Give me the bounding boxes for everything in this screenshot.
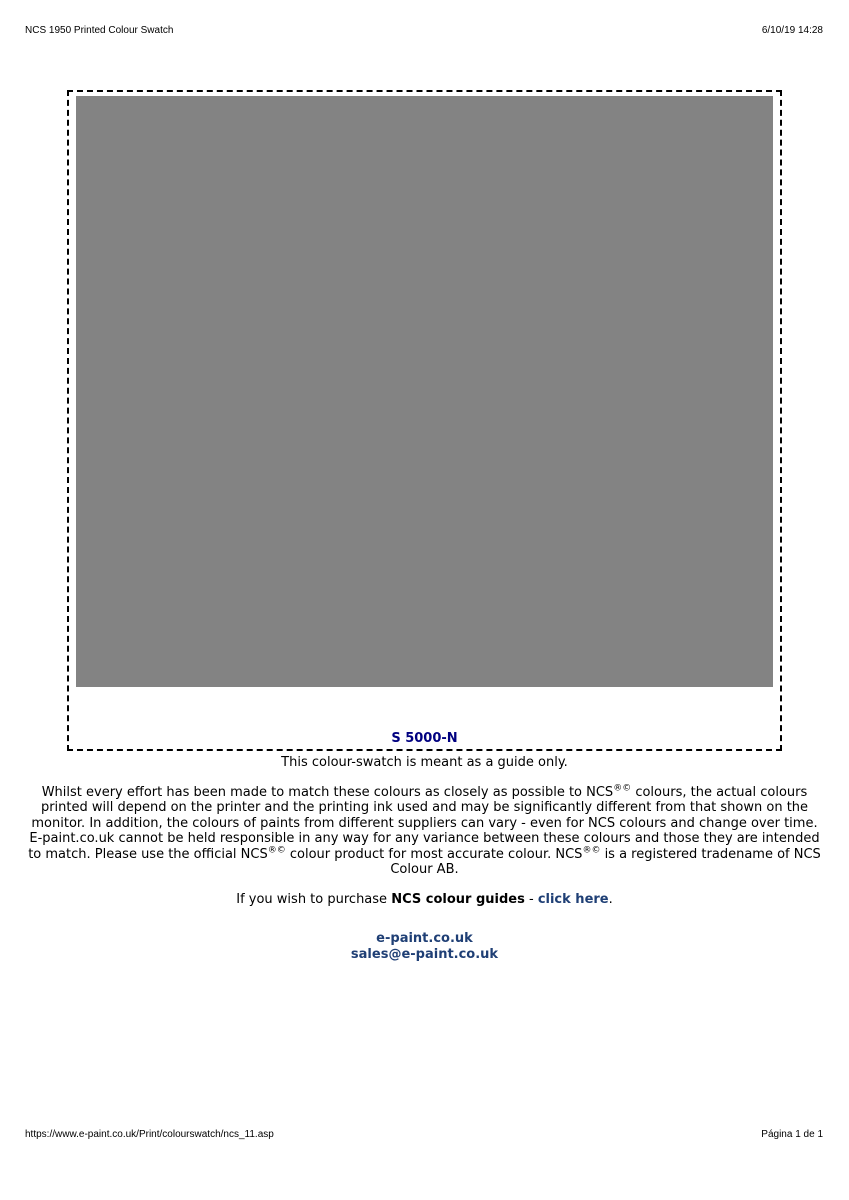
page-header-title: NCS 1950 Printed Colour Swatch xyxy=(25,25,174,36)
swatch-frame xyxy=(67,90,782,751)
site-link[interactable]: e-paint.co.uk xyxy=(376,931,473,946)
disclaimer-part-1: Whilst every effort has been made to match these colours as closely as possible to NCS xyxy=(41,785,614,800)
page-footer-url: https://www.e-paint.co.uk/Print/colourswatch/ncs_11.asp xyxy=(25,1129,274,1140)
guide-note: This colour-swatch is meant as a guide only. xyxy=(281,755,568,770)
disclaimer-part-3: colour product for most accurate colour. NCS xyxy=(285,846,583,862)
trademark-mark: ®© xyxy=(267,845,286,856)
purchase-prefix: If you wish to purchase xyxy=(236,892,392,907)
contact-block xyxy=(0,931,849,962)
purchase-separator: - xyxy=(524,892,538,907)
click-here-link[interactable]: click here xyxy=(537,892,609,907)
page-footer-pagination: Página 1 de 1 xyxy=(761,1129,823,1140)
disclaimer-part-2: colours, the actual colours printed will depend on the printer and the printing ink used and may be significantly different from that shown on the monitor. In addition, the colours of paints from different suppliers can vary - even for NCS colours and change over time. E-paint.co.uk cannot be held responsible in any way for any variance between these colours and those they are intended to match. Please use the official NCS xyxy=(28,785,820,862)
trademark-mark: ®© xyxy=(613,783,632,794)
purchase-suffix: . xyxy=(608,892,613,907)
disclaimer-text xyxy=(28,785,821,877)
trademark-mark: ®© xyxy=(582,845,601,856)
purchase-line xyxy=(0,892,849,907)
colour-swatch xyxy=(76,96,773,687)
swatch-code: S 5000-N xyxy=(391,731,458,746)
email-link[interactable]: sales@e-paint.co.uk xyxy=(350,946,499,962)
ncs-guides-label: NCS colour guides xyxy=(391,892,525,907)
page-header-datetime: 6/10/19 14:28 xyxy=(761,25,823,36)
disclaimer-part-4: is a registered tradename of NCS Colour AB. xyxy=(390,846,821,878)
